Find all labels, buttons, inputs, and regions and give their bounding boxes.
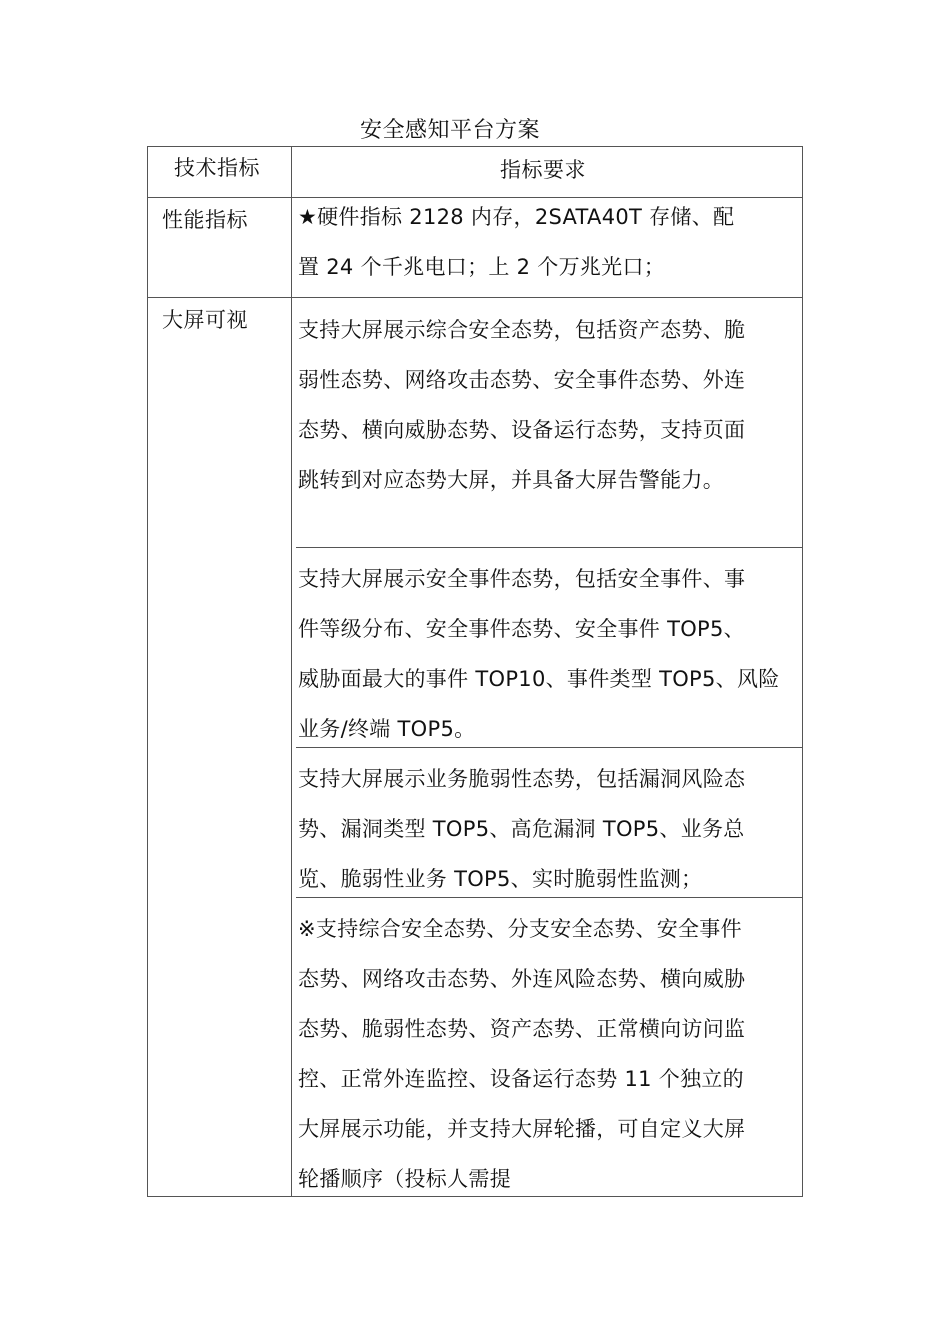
cell-divider xyxy=(296,547,802,548)
row-label-performance: 性能指标 xyxy=(162,208,248,232)
large-screen-requirement-4: ※支持综合安全态势、分支安全态势、安全事件 态势、网络攻击态势、外连风险态势、横向威胁 态势、脆弱性态势、资产态势、正常横向访问监 控、正常外连监控、设备运行态势 11 个独立的 大屏展示功能，并支持大屏轮播，可自定义大屏 轮播顺序（投标人需提 xyxy=(298,917,746,1191)
large-screen-requirement-1: 支持大屏展示综合安全态势，包括资产态势、脆 弱性态势、网络攻击态势、安全事件态势、外连 态势、横向威胁态势、设备运行态势，支持页面 跳转到对应态势大屏，并具备大屏告警能力。 xyxy=(298,318,746,492)
large-screen-requirement-2: 支持大屏展示安全事件态势，包括安全事件、事 件等级分布、安全事件态势、安全事件 TOP5、 威胁面最大的事件 TOP10、事件类型 TOP5、风险 业务/终端 TOP5。 xyxy=(298,567,780,741)
header-indicator-requirement: 指标要求 xyxy=(500,158,586,182)
row-divider xyxy=(148,297,802,298)
performance-requirement-text: ★硬件指标 2128 内存，2SATA40T 存储、配 置 24 个千兆电口；上 2 个万兆光口； xyxy=(298,205,735,279)
document-title: 安全感知平台方案 xyxy=(359,118,540,143)
large-screen-requirement-3: 支持大屏展示业务脆弱性态势，包括漏洞风险态 势、漏洞类型 TOP5、高危漏洞 TOP5、业务总 览、脆弱性业务 TOP5、实时脆弱性监测； xyxy=(298,767,746,891)
column-divider xyxy=(291,147,292,1196)
row-label-large-screen: 大屏可视 xyxy=(162,308,248,332)
spec-table xyxy=(147,146,803,1197)
header-technical-indicator: 技术指标 xyxy=(174,156,260,180)
